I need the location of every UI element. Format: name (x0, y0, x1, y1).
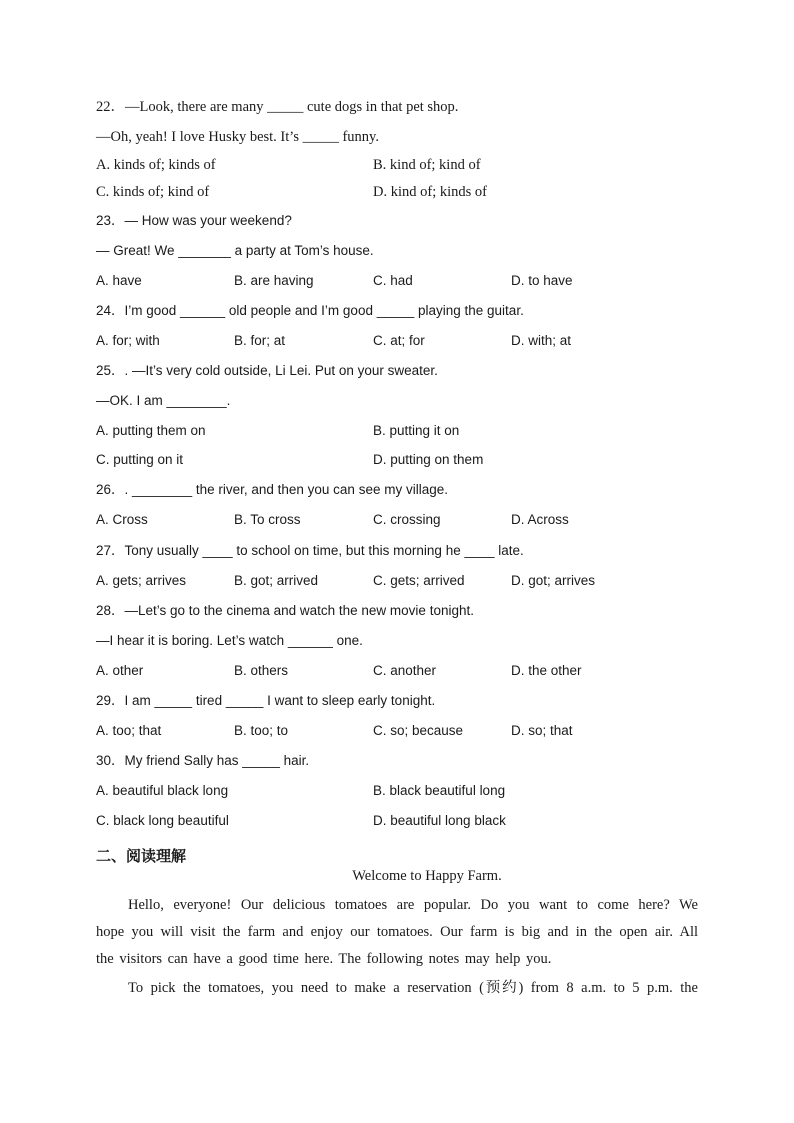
passage-paragraph-1-line-3: the visitors can have a good time here. The following notes may help you. (96, 951, 552, 967)
question-28-option-c: C. another (373, 663, 437, 678)
question-29-option-a: A. too; that (96, 723, 162, 738)
passage-title: Welcome to Happy Farm. (352, 868, 502, 884)
question-22-option-b: B. kind of; kind of (373, 157, 481, 173)
question-24-option-d: D. with; at (511, 333, 572, 348)
question-25-option-a: A. putting them on (96, 423, 206, 438)
question-27-option-a: A. gets; arrives (96, 573, 187, 588)
question-25-option-b: B. putting it on (373, 423, 460, 438)
question-30-option-c: C. black long beautiful (96, 813, 229, 828)
question-26-option-c: C. crossing (373, 512, 441, 527)
question-27-option-c: C. gets; arrived (373, 573, 465, 588)
question-24-option-b: B. for; at (234, 333, 286, 348)
question-22-stem: 22．—Look, there are many _____ cute dogs in that pet shop. (96, 99, 459, 115)
question-27-option-b: B. got; arrived (234, 573, 319, 588)
passage-paragraph-1-line-1: Hello, everyone! Our delicious tomatoes are popular. Do you want to come here? We (128, 897, 698, 913)
question-30-option-a: A. beautiful black long (96, 783, 229, 798)
question-22-option-d: D. kind of; kinds of (373, 184, 487, 200)
section-heading: 二、阅读理解 (96, 847, 187, 865)
question-26-option-a: A. Cross (96, 512, 148, 527)
question-23-stem-reply: — Great! We _______ a party at Tom’s house. (96, 243, 374, 258)
question-22-option-c: C. kinds of; kind of (96, 184, 210, 200)
question-28-stem-reply: —I hear it is boring. Let’s watch ______ one. (96, 633, 363, 648)
question-29-option-c: C. so; because (373, 723, 464, 738)
question-24-option-c: C. at; for (373, 333, 425, 348)
question-29-option-d: D. so; that (511, 723, 573, 738)
question-23-option-a: A. have (96, 273, 142, 288)
question-23-option-d: D. to have (511, 273, 573, 288)
question-22-stem-reply: —Oh, yeah! I love Husky best. It’s _____ funny. (96, 129, 379, 145)
question-23-option-b: B. are having (234, 273, 314, 288)
question-23-stem: 23．— How was your weekend? (96, 213, 292, 228)
question-25-option-d: D. putting on them (373, 452, 484, 467)
question-26-option-b: B. To cross (234, 512, 301, 527)
question-30-option-b: B. black beautiful long (373, 783, 506, 798)
question-28-option-b: B. others (234, 663, 289, 678)
question-29-option-b: B. too; to (234, 723, 289, 738)
question-26-option-d: D. Across (511, 512, 569, 527)
question-30-stem: 30．My friend Sally has _____ hair. (96, 753, 310, 768)
question-24-option-a: A. for; with (96, 333, 160, 348)
question-25-option-c: C. putting on it (96, 452, 184, 467)
question-30-option-d: D. beautiful long black (373, 813, 506, 828)
question-28-option-a: A. other (96, 663, 144, 678)
question-25-stem: 25．. —It’s very cold outside, Li Lei. Put on your sweater. (96, 363, 438, 378)
question-27-stem: 27．Tony usually ____ to school on time, but this morning he ____ late. (96, 543, 524, 558)
question-22-option-a: A. kinds of; kinds of (96, 157, 216, 173)
question-28-option-d: D. the other (511, 663, 582, 678)
question-29-stem: 29．I am _____ tired _____ I want to sleep early tonight. (96, 693, 436, 708)
question-25-stem-reply: —OK. I am ________. (96, 393, 231, 408)
question-24-stem: 24．I’m good ______ old people and I’m good _____ playing the guitar. (96, 303, 524, 318)
question-26-stem: 26．. ________ the river, and then you can see my village. (96, 482, 448, 497)
passage-paragraph-1-line-2: hope you will visit the farm and enjoy our tomatoes. Our farm is big and in the open air. All (96, 924, 698, 940)
question-27-option-d: D. got; arrives (511, 573, 596, 588)
passage-paragraph-2-line-1: To pick the tomatoes, you need to make a reservation (预约) from 8 a.m. to 5 p.m. the (128, 980, 698, 996)
question-23-option-c: C. had (373, 273, 413, 288)
question-28-stem: 28．—Let’s go to the cinema and watch the new movie tonight. (96, 603, 474, 618)
